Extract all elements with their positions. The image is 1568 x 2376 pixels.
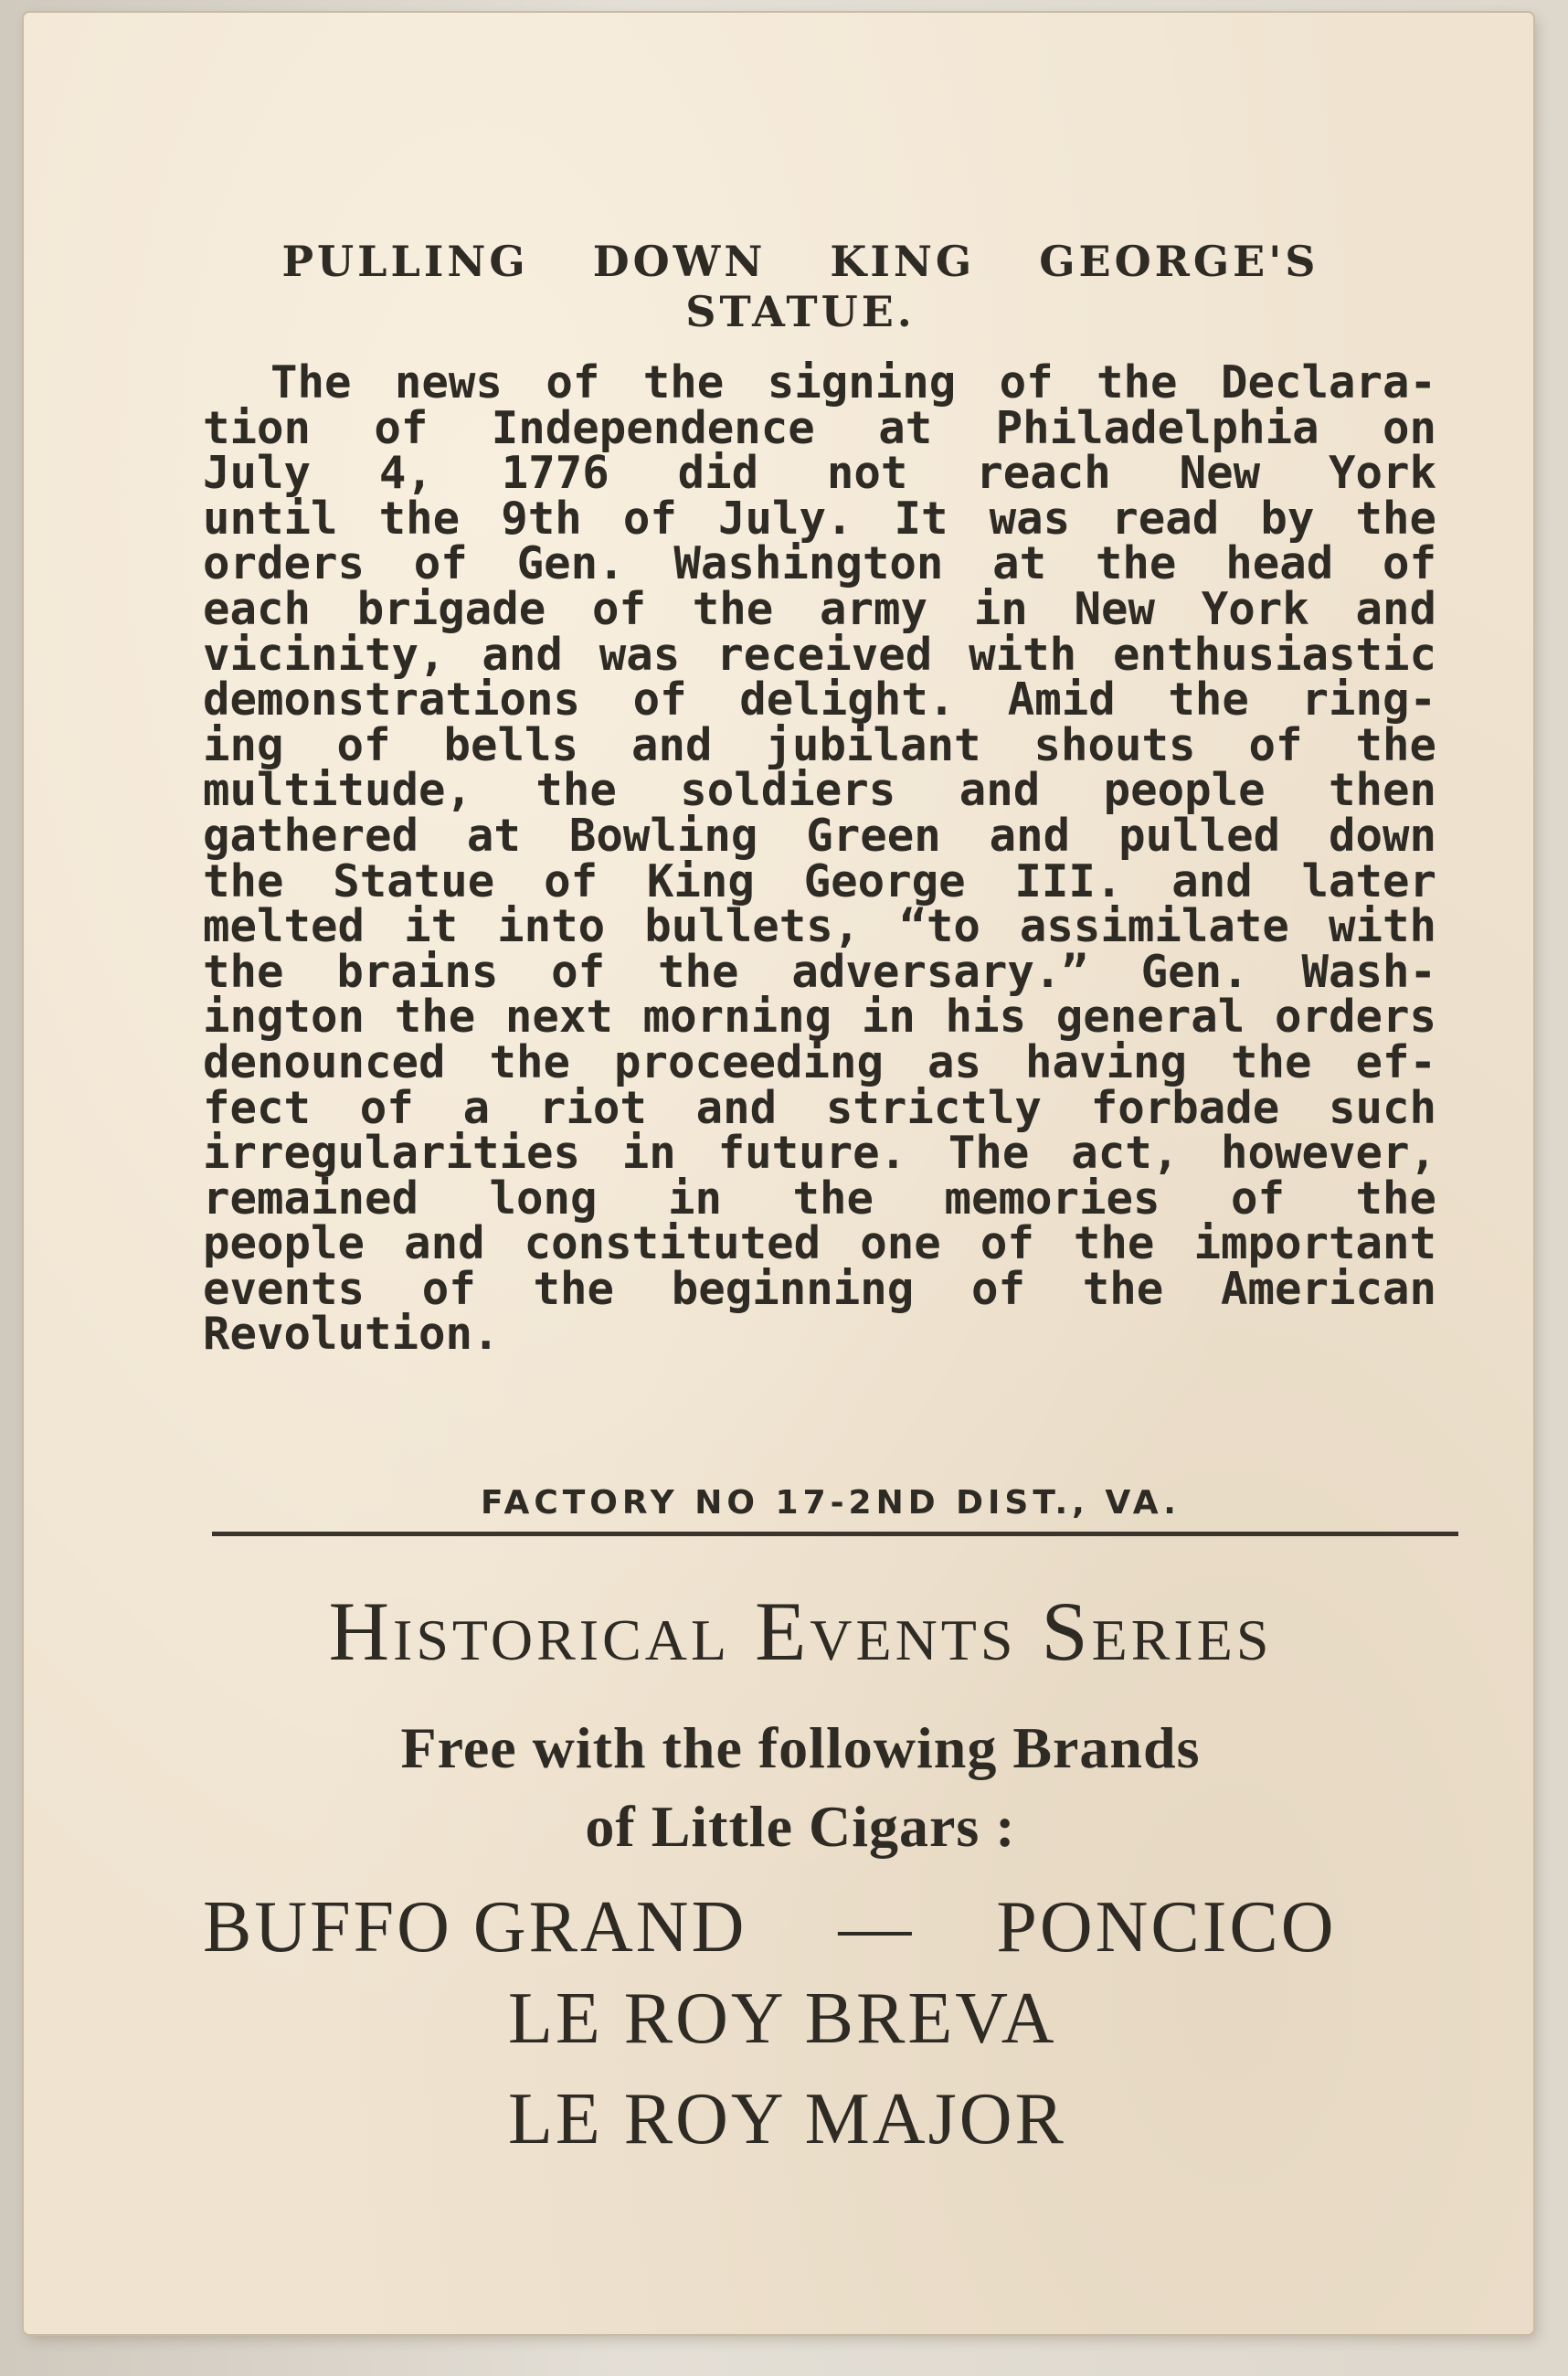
body-line: ington the next morning in his general orders: [203, 991, 1436, 1044]
body-line: The news of the signing of the Declara-: [270, 356, 1436, 408]
body-line: people and constituted one of the important: [203, 1217, 1436, 1270]
article-title-line-1: PULLING DOWN KING GEORGE'S: [281, 237, 1319, 286]
promo-line-1: Free with the following Brands: [400, 1715, 1201, 1780]
brand-name: BUFFO GRAND: [203, 1887, 747, 1968]
body-line: ing of bells and jubilant shouts of the: [203, 718, 1436, 771]
body-line: remained long in the memories of the: [203, 1172, 1436, 1225]
trading-card-back: [24, 13, 1533, 2334]
body-line: orders of Gen. Washington at the head of: [203, 537, 1436, 590]
body-line: events of the beginning of the American: [203, 1262, 1436, 1315]
brand-row-1: [203, 1886, 1482, 1969]
body-line: tion of Independence at Philadelphia on: [203, 401, 1436, 454]
body-line: irregularities in future. The act, however,: [203, 1127, 1436, 1180]
factory-number: FACTORY NO 17-2ND DIST., VA.: [481, 1484, 1181, 1522]
body-line: multitude, the soldiers and people then: [203, 764, 1436, 817]
body-line: melted it into bullets, “to assimilate with: [203, 900, 1436, 953]
promo-line-2: of Little Cigars :: [585, 1794, 1016, 1859]
article-title-line-2: STATUE.: [685, 287, 916, 336]
body-line: July 4, 1776 did not reach New York: [203, 447, 1436, 500]
series-title: Historical Events Series: [328, 1585, 1273, 1678]
body-line: fect of a riot and strictly forbade such: [203, 1081, 1436, 1134]
body-line: gathered at Bowling Green and pulled down: [203, 809, 1436, 862]
brand-name: LE ROY BREVA: [508, 1978, 1057, 2059]
brand-separator: —: [838, 1887, 915, 1968]
body-line: the brains of the adversary.” Gen. Wash-: [203, 945, 1436, 998]
body-line: vicinity, and was received with enthusiastic: [203, 628, 1436, 681]
body-line: demonstrations of delight. Amid the ring-: [203, 674, 1436, 727]
article-body: [203, 356, 1436, 1361]
body-line: each brigade of the army in New York and: [203, 582, 1436, 635]
brand-name: LE ROY MAJOR: [508, 2079, 1066, 2159]
divider-rule: [212, 1532, 1458, 1536]
body-line: Revolution.: [203, 1308, 500, 1361]
body-line: the Statue of King George III. and later: [203, 854, 1436, 907]
body-line: until the 9th of July. It was read by the: [203, 492, 1436, 545]
body-line: denounced the proceeding as having the ef-: [203, 1035, 1436, 1088]
brand-name: PONCICO: [996, 1887, 1337, 1968]
